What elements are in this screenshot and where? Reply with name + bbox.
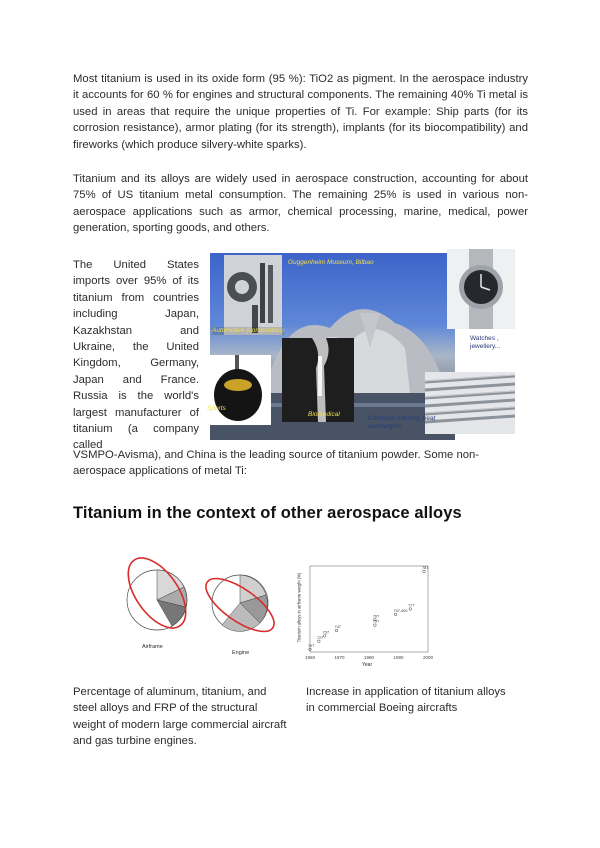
watches-label: Watches , jewellery... — [470, 335, 501, 350]
scatter-point-label: 747 — [334, 625, 341, 629]
automotive-photo — [224, 255, 282, 335]
scatter-point-label: 747-400 — [393, 608, 408, 613]
scatter-x-tick: 2000 — [422, 655, 434, 660]
sports-photo — [205, 355, 271, 425]
caption-scatter-chart: Increase in application of titanium alloys in commercial Boeing aircrafts — [306, 686, 506, 715]
scatter-point — [335, 629, 338, 632]
boeing-titanium-scatter — [296, 560, 436, 670]
scatter-point-label: 737 — [322, 630, 330, 635]
scatter-point — [318, 640, 321, 643]
pie-charts-figure — [110, 555, 285, 660]
engine-pie — [198, 569, 282, 641]
scatter-point-label: 707 — [308, 643, 315, 648]
airframe-pie-label: Airframe — [142, 644, 163, 650]
biomedical-photo — [282, 338, 354, 422]
airframe-pie — [117, 555, 197, 638]
watch-photo — [447, 249, 515, 329]
automotive-label: Automotive (competition) — [212, 327, 284, 334]
paragraph-oxide-use: Most titanium is used in its oxide form (95 %): TiO2 as pigment. In the aerospace industry it accounts for 60 % for engines and structural components. The remaining 40% Ti metal is used in areas that require the unique properties of Ti. For example: Ship parts (for its corrosion resistance), armor plating (for its strength), implants (for its biocompatibility) and fireworks (which produce silvery-white sparks). — [73, 73, 528, 151]
scatter-point — [374, 624, 377, 627]
sports-label: Sports — [207, 405, 226, 412]
scatter-point — [423, 570, 426, 573]
scatter-point — [394, 613, 397, 616]
scatter-point-label: 787 — [422, 565, 429, 570]
scatter-point — [409, 608, 412, 611]
scatter-xlabel: Year — [362, 662, 373, 668]
paragraph-powder: VSMPO-Avisma), and China is the leading source of titanium powder. Some non-aerospace applications of metal Ti: — [73, 449, 480, 478]
scatter-point — [323, 635, 326, 638]
scatter-point-label: 757 — [372, 619, 380, 624]
chemical-label: Chemical industry, heat exchangers — [368, 415, 436, 430]
biomedical-label: Biomedical — [308, 411, 340, 418]
scatter-x-tick: 1960 — [304, 655, 316, 660]
caption-pie-charts: Percentage of aluminum, titanium, and steel alloys and FRP of the structural weight of modern large commercial aircraft and gas turbine engines. — [73, 686, 287, 748]
section-heading: Titanium in the context of other aerospace alloys — [73, 504, 462, 522]
paragraph-imports: The United States imports over 95% of its titanium from countries including Japan, Kazakhstan and Ukraine, the United Kingdom, Germany, Japan and France. Russia is the world's largest manufacturer of titanium (a company called — [73, 259, 199, 452]
paragraph-aerospace-use: Titanium and its alloys are widely used in aerospace construction, accounting for about 75% of US titanium metal consumption. The remaining 25% is used in various non-aerospace applications such as armor, chemical processing, marine, medical, power generation, sporting goods, and others. — [73, 173, 528, 235]
guggenheim-label: Guggenheim Museum, Bilbao — [288, 259, 374, 266]
scatter-x-tick: 1970 — [334, 655, 345, 660]
scatter-point-label: 727 — [316, 635, 324, 640]
scatter-point-label: 777 — [408, 603, 415, 608]
engine-pie-label: Engine — [232, 650, 250, 656]
scatter-x-tick: 1990 — [393, 655, 404, 660]
scatter-x-tick: 1980 — [363, 655, 375, 660]
scatter-ylabel: Titanium alloys in airframe weight (%) — [296, 572, 302, 643]
scatter-point-label: 767 — [372, 614, 380, 619]
